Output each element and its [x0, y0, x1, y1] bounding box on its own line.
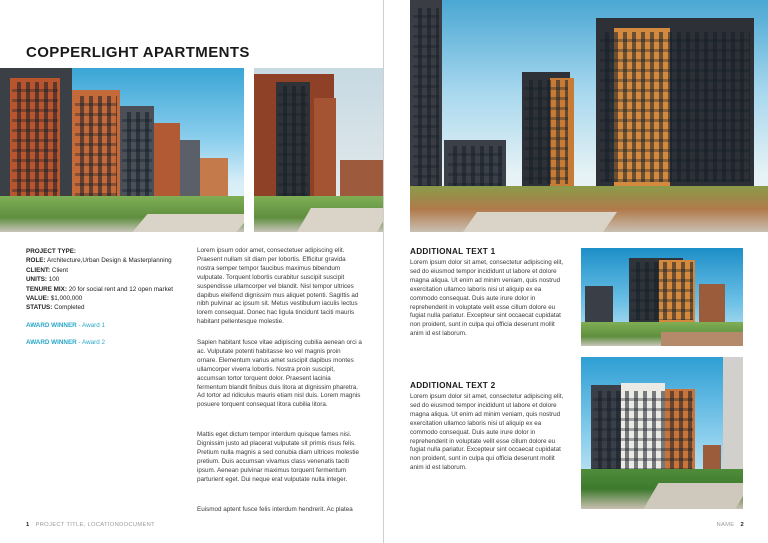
body-paragraph-4: Euismod aptent fusce felis interdum hendrerit. Ac platea [197, 506, 353, 513]
status-value: Completed [54, 304, 85, 312]
project-type-label: PROJECT TYPE: [26, 248, 77, 255]
award-row-1 [26, 321, 191, 330]
right-page [385, 0, 768, 543]
value-row [26, 294, 191, 303]
award-1-label: AWARD WINNER [26, 321, 77, 329]
role-row [26, 256, 191, 265]
right-page-number: 2 [740, 522, 744, 528]
units-label: UNITS: [26, 276, 47, 284]
body-paragraph-3: Mattis eget dictum tempor interdum quisque fames nisi. Dignissim justo ad placerat vulputate sit primis risus felis. Pretium nulla magnis a sed conubia diam ultrices molestie pretium. Duis accumsan vivamus class venenatis taciti ipsum. Aenean pulvinar maximus torquent fermentum parturient eget. Dui neque erat vulputate nulla integer. [197, 431, 360, 483]
award-1-value: - Award 1 [78, 321, 105, 329]
status-row [26, 303, 191, 312]
value-label: VALUE: [26, 295, 49, 303]
courtyard-photo [581, 248, 743, 346]
section-2-heading: ADDITIONAL TEXT 2 [410, 381, 496, 390]
project-details [26, 247, 191, 348]
left-footer [26, 522, 155, 528]
tenure-value: 20 for social rent and 12 open market [68, 285, 173, 293]
role-label: ROLE: [26, 257, 46, 265]
apartment-street-photo [0, 68, 244, 232]
tower-walkway-photo [581, 357, 743, 509]
left-page-number: 1 [26, 522, 30, 528]
client-label: CLIENT: [26, 266, 51, 274]
tenure-row [26, 285, 191, 294]
building-facade-photo [254, 68, 384, 232]
right-footer [717, 522, 744, 528]
section-1-heading: ADDITIONAL TEXT 1 [410, 247, 496, 256]
status-label: STATUS: [26, 304, 53, 312]
value-value: $1,000,000 [50, 295, 83, 303]
page-title: COPPERLIGHT APARTMENTS [26, 44, 250, 61]
body-paragraph-1: Lorem ipsum odor amet, consectetuer adipiscing elit. Praesent nullam sit diam per lobortis. Efficitur gravida nostra semper tempor faucibus maximus bibendum vulputate. Torquent lobortis curabitur suscipit suscipit suspendisse ullamcorper vel blandit. Nisl tempor ultrices dapibus eleifend dignissim mus aliquet potenti. Sagittis ad nibh pulvinar ac ipsum sit. Metus vestibulum iaculis lectus lorem consequat. Donec hac ligula tincidunt taciti mauris habitant pellentesque molestie. [197, 247, 359, 326]
award-2-value: - Award 2 [78, 339, 105, 347]
section-2-body: Lorem ipsum dolor sit amet, consectetur adipiscing elit, sed do eiusmod tempor incididunt ut labore et dolore magna aliqua. Ut enim ad minim veniam, quis nostrud exercitation ullamco laboris nisi ut aliquip ex ea commodo consequat. Duis aute irure dolor in reprehenderit in voluptate velit esse cillum dolore eu fugiat nulla pariatur. Excepteur sint occaecat cupidatat non proident, sunt in culpa qui officia deserunt mollit anim id est laborum. [410, 393, 564, 472]
project-type-row [26, 247, 191, 256]
left-footer-label: PROJECT TITLE, LOCATIONDOCUMENT [35, 522, 155, 528]
hero-apartment-photo [410, 0, 768, 232]
units-row [26, 275, 191, 284]
client-row [26, 266, 191, 275]
units-value: 100 [48, 276, 60, 284]
right-footer-label: NAME [716, 522, 735, 528]
role-value: Architecture,Urban Design & Masterplanning [47, 257, 172, 265]
award-2-label: AWARD WINNER [26, 339, 77, 347]
award-row-2 [26, 338, 191, 347]
client-value: Client [51, 266, 68, 274]
body-paragraph-2: Sapien habitant fusce vitae adipiscing cubilia aenean orci a ac. Vulputate potenti habitasse leo vel magnis proin ornare. Elementum varius amet suscipit dapibus montes ullamcorper viverra lobortis. Nostra proin suscipit, accumsan tortor torquent dolor. Praesent lacinia fermentum blandit finibus duis litora at dignissim pharetra. Ad tortor ad ridiculus mauris etiam nisl duis. Lorem magnis posuere torquent consequat litora cubilia litora. [197, 339, 362, 409]
section-1-body: Lorem ipsum dolor sit amet, consectetur adipiscing elit, sed do eiusmod tempor incididunt ut labore et dolore magna aliqua. Ut enim ad minim veniam, quis nostrud exercitation ullamco laboris nisi ut aliquip ex ea commodo consequat. Duis aute irure dolor in reprehenderit in voluptate velit esse cillum dolore eu fugiat nulla pariatur. Excepteur sint occaecat cupidatat non proident, sunt in culpa qui officia deserunt mollit anim id est laborum. [410, 259, 564, 338]
tenure-label: TENURE MIX: [26, 285, 67, 293]
